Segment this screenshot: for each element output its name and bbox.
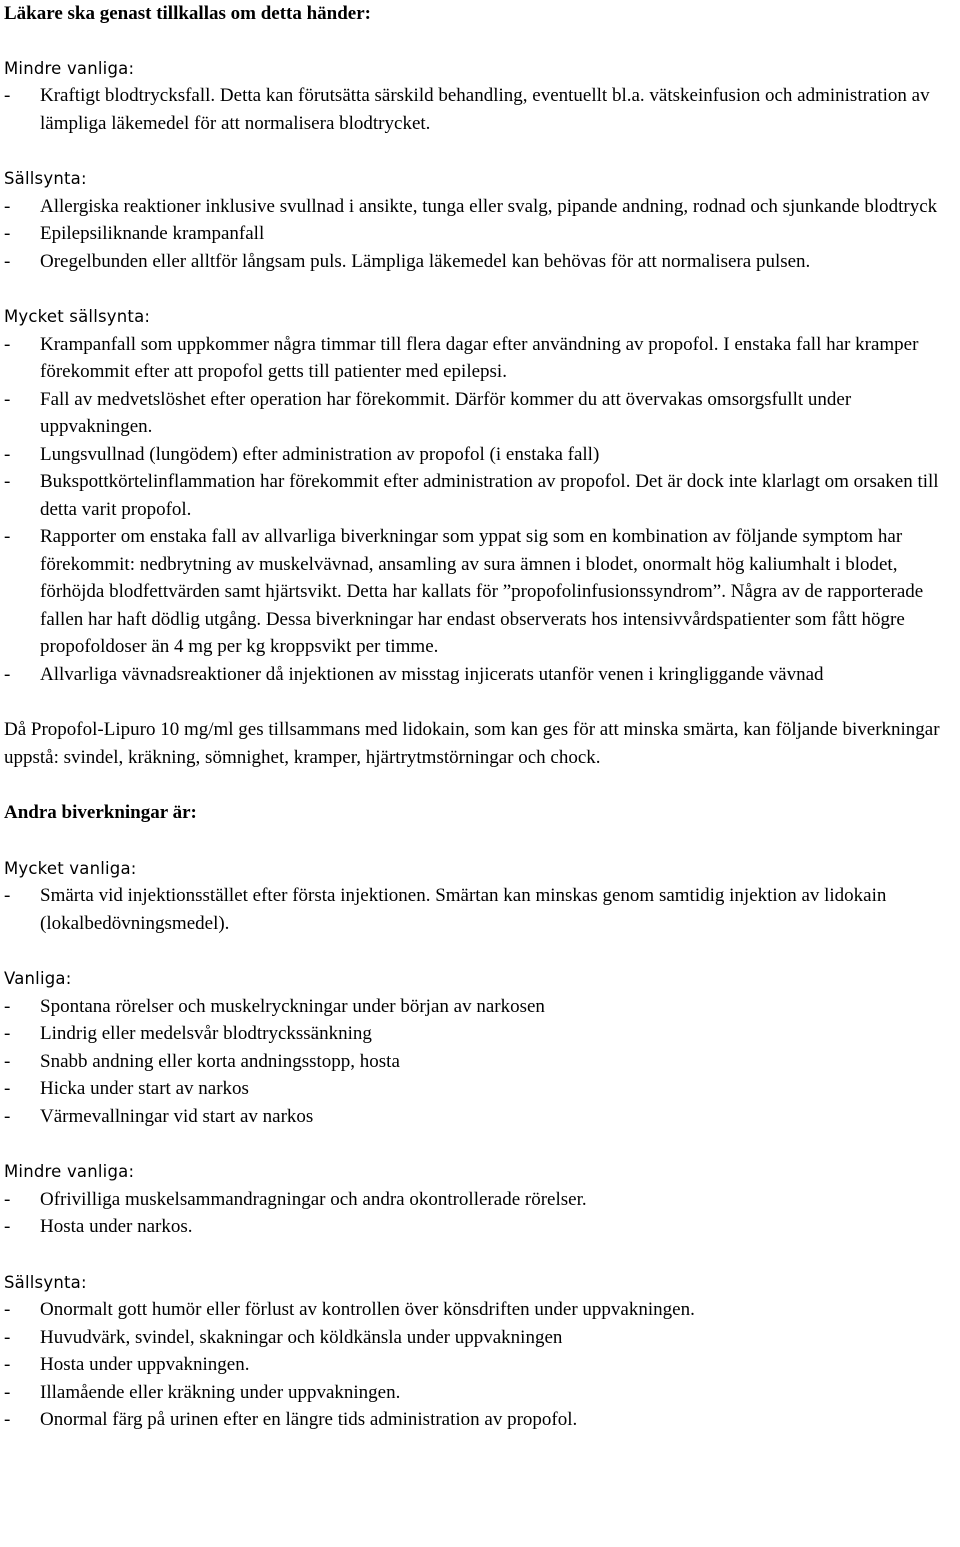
dash-marker: -	[4, 333, 11, 355]
list-item	[4, 220, 956, 248]
dash-marker: -	[4, 1050, 11, 1072]
section-label: Mycket sällsynta:	[4, 307, 151, 326]
item-text: Lungsvullnad (lungödem) efter administration av propofol (i enstaka fall)	[40, 443, 600, 465]
dash-marker: -	[4, 195, 11, 217]
dash-marker: -	[4, 1023, 11, 1044]
list-item	[4, 1351, 956, 1379]
dash-marker: -	[4, 471, 11, 492]
dash-marker: -	[4, 388, 11, 410]
lidokain-paragraph: Då Propofol-Lipuro 10 mg/ml ges tillsammans med lidokain, som kan ges för att minska smärta, kan följande biverkningar uppstå: svindel, kräkning, sömnighet, kramper, hjärtrytmstörningar och chock.	[4, 719, 940, 768]
section-label: Sällsynta:	[4, 169, 87, 188]
item-text: Oregelbunden eller alltför långsam puls. Lämpliga läkemedel kan behövas för att normalisera pulsen.	[40, 250, 811, 272]
spacer	[4, 28, 956, 55]
section-label: Mindre vanliga:	[4, 58, 135, 78]
heading-other-side-effects: Andra biverkningar är:	[4, 802, 197, 823]
item-text: Ofrivilliga muskelsammandragningar och andra okontrollerade rörelser.	[40, 1188, 587, 1210]
dash-marker: -	[4, 1078, 11, 1099]
list-item	[4, 1048, 956, 1076]
section-label: Vanliga:	[4, 969, 72, 988]
item-text: Bukspottkörtelinflammation har förekommit efter administration av propofol. Det är dock inte klarlagt om orsaken till detta varit propofol.	[40, 471, 939, 520]
item-text: Hosta under uppvakningen.	[40, 1354, 250, 1375]
dash-marker: -	[4, 1326, 11, 1348]
list-item	[4, 441, 956, 469]
document-page	[4, 0, 956, 1434]
item-text: Kraftigt blodtrycksfall. Detta kan förutsätta särskild behandling, eventuellt bl.a. vätskeinfusion och administration av lämpliga läkemedel för att normalisera blodtrycket.	[40, 85, 930, 134]
spacer	[4, 1241, 956, 1269]
section-mindre-vanliga-1	[4, 55, 956, 138]
section-label: Mycket vanliga:	[4, 858, 137, 878]
dash-marker: -	[4, 250, 11, 272]
list-item	[4, 1296, 956, 1324]
dash-marker: -	[4, 1216, 11, 1237]
section-mindre-vanliga-2	[4, 1158, 956, 1241]
dash-marker: -	[4, 995, 11, 1017]
spacer	[4, 137, 956, 165]
item-text: Krampanfall som uppkommer några timmar till flera dagar efter användning av propofol. I enstaka fall har kramper förekommit efter att propofol getts till patienter med epilepsi.	[40, 333, 919, 382]
item-text: Smärta vid injektionsstället efter första injektionen. Smärtan kan minskas genom samtidig injektion av lidokain (lokalbedövningsmedel).	[40, 885, 887, 934]
item-text: Hicka under start av narkos	[40, 1078, 249, 1099]
item-text: Allergiska reaktioner inklusive svullnad i ansikte, tunga eller svalg, pipande andning, rodnad och sjunkande blodtryck	[40, 195, 938, 217]
spacer	[4, 275, 956, 303]
item-list	[4, 993, 956, 1131]
spacer	[4, 688, 956, 716]
dash-marker: -	[4, 1381, 11, 1403]
item-list	[4, 882, 956, 937]
section-mycket-vanliga	[4, 855, 956, 938]
section-sallsynta-1	[4, 165, 956, 275]
list-item	[4, 1103, 956, 1131]
item-text: Huvudvärk, svindel, skakningar och köldkänsla under uppvakningen	[40, 1326, 563, 1348]
list-item	[4, 468, 956, 523]
list-item	[4, 1379, 956, 1407]
section-label: Mindre vanliga:	[4, 1162, 135, 1181]
dash-marker: -	[4, 526, 11, 547]
list-item	[4, 1075, 956, 1103]
list-item	[4, 882, 956, 937]
dash-marker: -	[4, 85, 11, 106]
dash-marker: -	[4, 443, 11, 465]
item-text: Onormalt gott humör eller förlust av kontrollen över könsdriften under uppvakningen.	[40, 1299, 695, 1320]
item-text: Snabb andning eller korta andningsstopp, hosta	[40, 1050, 400, 1072]
section-mycket-sallsynta	[4, 303, 956, 688]
list-item	[4, 331, 956, 386]
list-item	[4, 1186, 956, 1214]
list-item	[4, 1324, 956, 1352]
item-text: Lindrig eller medelsvår blodtryckssänkning	[40, 1023, 372, 1044]
list-item	[4, 1020, 956, 1048]
spacer	[4, 771, 956, 799]
dash-marker: -	[4, 223, 11, 244]
list-item	[4, 523, 956, 661]
list-item	[4, 386, 956, 441]
item-text: Rapporter om enstaka fall av allvarliga biverkningar som yppat sig som en kombination av följande symptom har förekommit: nedbrytning av muskelvävnad, ansamling av sura ämnen i blodet, onormalt hög kaliumhalt i blodet, förhöjda blodfettvärden samt hjärtsvikt. Detta har kallats för ”propofolinfusionssyndrom”. Några av de rapporterade fallen har haft dödlig utgång. Dessa biverkningar har endast observerats hos intensivvårdspatienter som fått högre propofoldoser än 4 mg per kg kroppsvikt per timme.	[40, 526, 924, 657]
dash-marker: -	[4, 1188, 11, 1210]
section-sallsynta-2	[4, 1269, 956, 1434]
dash-marker: -	[4, 1409, 11, 1430]
item-list	[4, 1186, 956, 1241]
spacer	[4, 827, 956, 855]
item-list	[4, 193, 956, 276]
item-text: Värmevallningar vid start av narkos	[40, 1105, 314, 1127]
item-list	[4, 82, 956, 137]
list-item	[4, 1406, 956, 1434]
dash-marker: -	[4, 885, 11, 906]
dash-marker: -	[4, 1105, 11, 1127]
item-text: Allvarliga vävnadsreaktioner då injektionen av misstag injicerats utanför venen i kringliggande vävnad	[40, 663, 824, 685]
spacer	[4, 937, 956, 965]
spacer	[4, 1130, 956, 1158]
item-text: Illamående eller kräkning under uppvakningen.	[40, 1381, 401, 1403]
item-list	[4, 331, 956, 689]
list-item	[4, 248, 956, 276]
dash-marker: -	[4, 1299, 11, 1320]
item-text: Onormal färg på urinen efter en längre tids administration av propofol.	[40, 1409, 578, 1430]
item-text: Hosta under narkos.	[40, 1216, 193, 1237]
item-text: Spontana rörelser och muskelryckningar under början av narkosen	[40, 995, 545, 1017]
list-item	[4, 661, 956, 689]
dash-marker: -	[4, 1354, 11, 1375]
section-vanliga	[4, 965, 956, 1130]
item-list	[4, 1296, 956, 1434]
list-item	[4, 82, 956, 137]
section-label: Sällsynta:	[4, 1272, 87, 1292]
heading-call-doctor: Läkare ska genast tillkallas om detta händer:	[4, 3, 372, 24]
list-item	[4, 193, 956, 221]
item-text: Fall av medvetslöshet efter operation har förekommit. Därför kommer du att övervakas omsorgsfullt under uppvakningen.	[40, 388, 852, 437]
list-item	[4, 1213, 956, 1241]
list-item	[4, 993, 956, 1021]
dash-marker: -	[4, 663, 11, 685]
item-text: Epilepsiliknande krampanfall	[40, 223, 265, 244]
